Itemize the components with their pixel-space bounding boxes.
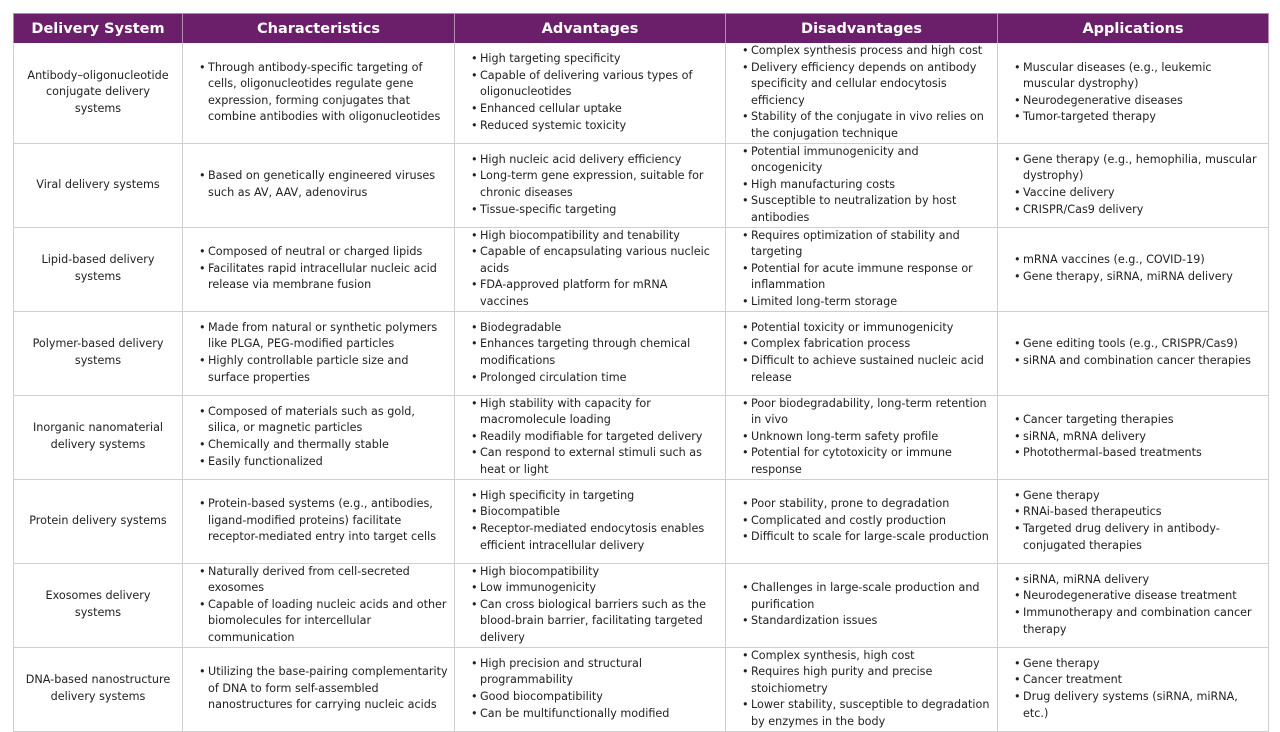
- header-characteristics: Characteristics: [183, 14, 455, 44]
- bullet-item: • High stability with capacity for macromolecule loading: [471, 396, 719, 429]
- disadvantages-cell: [726, 395, 998, 479]
- characteristics-cell: [183, 43, 455, 143]
- bullet-list: [199, 60, 448, 126]
- bullet-list: [1014, 412, 1262, 462]
- bullet-item: • Gene therapy: [1014, 488, 1262, 505]
- bullet-item: • siRNA, miRNA delivery: [1014, 572, 1262, 589]
- bullet-list: [471, 488, 719, 554]
- applications-cell: [998, 43, 1269, 143]
- bullet-item: • Gene therapy, siRNA, miRNA delivery: [1014, 269, 1262, 286]
- bullet-item: • Readily modifiable for targeted delivery: [471, 429, 719, 446]
- characteristics-cell: [183, 479, 455, 563]
- header-row: [14, 14, 1269, 44]
- characteristics-cell: [183, 311, 455, 395]
- bullet-item: • Capable of delivering various types of oligonucleotides: [471, 68, 719, 101]
- delivery-system-cell: Protein delivery systems: [14, 479, 183, 563]
- bullet-item: • Stability of the conjugate in vivo relies on the conjugation technique: [742, 109, 991, 142]
- disadvantages-cell: [726, 311, 998, 395]
- bullet-list: [471, 396, 719, 479]
- applications-cell: [998, 395, 1269, 479]
- bullet-item: • Through antibody-specific targeting of cells, oligonucleotides regulate gene expression, forming conjugates that combine antibodies with oligonucleotides: [199, 60, 448, 126]
- bullet-list: [471, 656, 719, 722]
- delivery-system-cell: Inorganic nanomaterial delivery systems: [14, 395, 183, 479]
- bullet-item: • Easily functionalized: [199, 454, 448, 471]
- applications-cell: [998, 227, 1269, 311]
- bullet-list: [742, 43, 991, 143]
- table-row: [14, 563, 1269, 647]
- bullet-item: • High biocompatibility and tenability: [471, 228, 719, 245]
- bullet-item: • Difficult to achieve sustained nucleic acid release: [742, 353, 991, 386]
- disadvantages-cell: [726, 479, 998, 563]
- bullet-item: • Capable of loading nucleic acids and other biomolecules for intercellular communication: [199, 597, 448, 647]
- bullet-item: • Neurodegenerative disease treatment: [1014, 588, 1262, 605]
- delivery-systems-table: [13, 13, 1269, 732]
- bullet-list: [1014, 488, 1262, 554]
- bullet-item: • Facilitates rapid intracellular nucleic acid release via membrane fusion: [199, 261, 448, 294]
- advantages-cell: [455, 647, 726, 731]
- delivery-system-cell: Polymer-based delivery systems: [14, 311, 183, 395]
- bullet-item: • CRISPR/Cas9 delivery: [1014, 202, 1262, 219]
- bullet-list: [199, 244, 448, 294]
- disadvantages-cell: [726, 647, 998, 731]
- bullet-item: • Good biocompatibility: [471, 689, 719, 706]
- bullet-item: • Challenges in large-scale production and purification: [742, 580, 991, 613]
- bullet-item: • Poor stability, prone to degradation: [742, 496, 991, 513]
- applications-cell: [998, 647, 1269, 731]
- bullet-item: • Neurodegenerative diseases: [1014, 93, 1262, 110]
- bullet-item: • Complex synthesis, high cost: [742, 648, 991, 665]
- advantages-cell: [455, 479, 726, 563]
- applications-cell: [998, 311, 1269, 395]
- bullet-item: • Limited long-term storage: [742, 294, 991, 311]
- advantages-cell: [455, 563, 726, 647]
- bullet-list: [471, 564, 719, 647]
- bullet-item: • Can cross biological barriers such as the blood-brain barrier, facilitating targeted delivery: [471, 597, 719, 647]
- bullet-item: • Composed of neutral or charged lipids: [199, 244, 448, 261]
- bullet-item: • FDA-approved platform for mRNA vaccines: [471, 277, 719, 310]
- bullet-item: • Reduced systemic toxicity: [471, 118, 719, 135]
- bullet-item: • Requires optimization of stability and targeting: [742, 228, 991, 261]
- bullet-item: • Receptor-mediated endocytosis enables efficient intracellular delivery: [471, 521, 719, 554]
- bullet-item: • Targeted drug delivery in antibody-conjugated therapies: [1014, 521, 1262, 554]
- bullet-list: [199, 564, 448, 647]
- delivery-system-cell: Exosomes delivery systems: [14, 563, 183, 647]
- header-disadvantages: Disadvantages: [726, 14, 998, 44]
- header-advantages: Advantages: [455, 14, 726, 44]
- bullet-item: • Low immunogenicity: [471, 580, 719, 597]
- characteristics-cell: [183, 563, 455, 647]
- bullet-item: • Tissue-specific targeting: [471, 202, 719, 219]
- table-row: [14, 43, 1269, 143]
- bullet-item: • Can be multifunctionally modified: [471, 706, 719, 723]
- bullet-item: • High precision and structural programmability: [471, 656, 719, 689]
- bullet-item: • Standardization issues: [742, 613, 991, 630]
- bullet-item: • Potential for acute immune response or inflammation: [742, 261, 991, 294]
- bullet-list: [199, 496, 448, 546]
- bullet-item: • Made from natural or synthetic polymers like PLGA, PEG-modified particles: [199, 320, 448, 353]
- bullet-item: • Potential immunogenicity and oncogenicity: [742, 144, 991, 177]
- bullet-item: • Biocompatible: [471, 504, 719, 521]
- characteristics-cell: [183, 647, 455, 731]
- advantages-cell: [455, 43, 726, 143]
- table-row: [14, 479, 1269, 563]
- bullet-list: [471, 320, 719, 386]
- bullet-item: • Potential for cytotoxicity or immune response: [742, 445, 991, 478]
- bullet-item: • Requires high purity and precise stoichiometry: [742, 664, 991, 697]
- bullet-item: • Cancer treatment: [1014, 672, 1262, 689]
- comparison-table-container: [13, 13, 1268, 732]
- bullet-item: • siRNA, mRNA delivery: [1014, 429, 1262, 446]
- characteristics-cell: [183, 143, 455, 227]
- bullet-list: [1014, 252, 1262, 285]
- bullet-item: • Based on genetically engineered viruses such as AV, AAV, adenovirus: [199, 168, 448, 201]
- bullet-item: • siRNA and combination cancer therapies: [1014, 353, 1262, 370]
- bullet-item: • Poor biodegradability, long-term retention in vivo: [742, 396, 991, 429]
- bullet-item: • High manufacturing costs: [742, 177, 991, 194]
- bullet-list: [471, 152, 719, 218]
- bullet-item: • Susceptible to neutralization by host antibodies: [742, 193, 991, 226]
- bullet-item: • Gene therapy: [1014, 656, 1262, 673]
- characteristics-cell: [183, 395, 455, 479]
- bullet-list: [471, 51, 719, 134]
- bullet-list: [1014, 336, 1262, 369]
- bullet-list: [199, 664, 448, 714]
- bullet-item: • Utilizing the base-pairing complementarity of DNA to form self-assembled nanostructures for carrying nucleic acids: [199, 664, 448, 714]
- delivery-system-cell: Viral delivery systems: [14, 143, 183, 227]
- bullet-list: [1014, 152, 1262, 218]
- bullet-item: • Cancer targeting therapies: [1014, 412, 1262, 429]
- applications-cell: [998, 563, 1269, 647]
- disadvantages-cell: [726, 143, 998, 227]
- bullet-item: • Gene therapy (e.g., hemophilia, muscular dystrophy): [1014, 152, 1262, 185]
- applications-cell: [998, 143, 1269, 227]
- table-row: [14, 227, 1269, 311]
- bullet-list: [742, 648, 991, 731]
- bullet-list: [199, 320, 448, 386]
- bullet-item: • High nucleic acid delivery efficiency: [471, 152, 719, 169]
- bullet-item: • High specificity in targeting: [471, 488, 719, 505]
- bullet-item: • Photothermal-based treatments: [1014, 445, 1262, 462]
- bullet-item: • Complex synthesis process and high cost: [742, 43, 991, 60]
- bullet-list: [742, 496, 991, 546]
- bullet-item: • Complicated and costly production: [742, 513, 991, 530]
- advantages-cell: [455, 143, 726, 227]
- bullet-list: [742, 228, 991, 311]
- bullet-item: • Unknown long-term safety profile: [742, 429, 991, 446]
- bullet-list: [1014, 572, 1262, 638]
- bullet-item: • High biocompatibility: [471, 564, 719, 581]
- bullet-list: [199, 404, 448, 470]
- advantages-cell: [455, 227, 726, 311]
- delivery-system-cell: DNA-based nanostructure delivery systems: [14, 647, 183, 731]
- characteristics-cell: [183, 227, 455, 311]
- bullet-item: • Drug delivery systems (siRNA, miRNA, etc.): [1014, 689, 1262, 722]
- header-delivery-system: Delivery System: [14, 14, 183, 44]
- advantages-cell: [455, 395, 726, 479]
- bullet-item: • Biodegradable: [471, 320, 719, 337]
- bullet-item: • Tumor-targeted therapy: [1014, 109, 1262, 126]
- delivery-system-cell: Lipid-based delivery systems: [14, 227, 183, 311]
- bullet-list: [742, 144, 991, 227]
- bullet-list: [1014, 656, 1262, 722]
- bullet-item: • Vaccine delivery: [1014, 185, 1262, 202]
- bullet-item: • Potential toxicity or immunogenicity: [742, 320, 991, 337]
- bullet-item: • Capable of encapsulating various nucleic acids: [471, 244, 719, 277]
- bullet-item: • Enhanced cellular uptake: [471, 101, 719, 118]
- bullet-item: • Prolonged circulation time: [471, 370, 719, 387]
- applications-cell: [998, 479, 1269, 563]
- bullet-item: • Long-term gene expression, suitable for chronic diseases: [471, 168, 719, 201]
- bullet-item: • Muscular diseases (e.g., leukemic muscular dystrophy): [1014, 60, 1262, 93]
- bullet-item: • Difficult to scale for large-scale production: [742, 529, 991, 546]
- advantages-cell: [455, 311, 726, 395]
- bullet-item: • Highly controllable particle size and surface properties: [199, 353, 448, 386]
- table-row: [14, 395, 1269, 479]
- table-row: [14, 143, 1269, 227]
- bullet-item: • Enhances targeting through chemical modifications: [471, 336, 719, 369]
- bullet-item: • Delivery efficiency depends on antibody specificity and cellular endocytosis efficiency: [742, 60, 991, 110]
- bullet-item: • Composed of materials such as gold, silica, or magnetic particles: [199, 404, 448, 437]
- bullet-list: [742, 580, 991, 630]
- table-body: [14, 43, 1269, 731]
- bullet-item: • RNAi-based therapeutics: [1014, 504, 1262, 521]
- disadvantages-cell: [726, 563, 998, 647]
- bullet-list: [471, 228, 719, 311]
- bullet-item: • Naturally derived from cell-secreted exosomes: [199, 564, 448, 597]
- disadvantages-cell: [726, 227, 998, 311]
- bullet-list: [1014, 60, 1262, 126]
- delivery-system-cell: Antibody–oligonucleotide conjugate delivery systems: [14, 43, 183, 143]
- bullet-list: [742, 396, 991, 479]
- bullet-item: • Gene editing tools (e.g., CRISPR/Cas9): [1014, 336, 1262, 353]
- bullet-list: [199, 168, 448, 201]
- bullet-item: • Chemically and thermally stable: [199, 437, 448, 454]
- bullet-item: • High targeting specificity: [471, 51, 719, 68]
- header-applications: Applications: [998, 14, 1269, 44]
- bullet-item: • Lower stability, susceptible to degradation by enzymes in the body: [742, 697, 991, 730]
- bullet-item: • Complex fabrication process: [742, 336, 991, 353]
- table-row: [14, 647, 1269, 731]
- bullet-item: • Protein-based systems (e.g., antibodies, ligand-modified proteins) facilitate receptor-mediated entry into target cells: [199, 496, 448, 546]
- bullet-item: • mRNA vaccines (e.g., COVID-19): [1014, 252, 1262, 269]
- table-row: [14, 311, 1269, 395]
- bullet-list: [742, 320, 991, 386]
- disadvantages-cell: [726, 43, 998, 143]
- bullet-item: • Immunotherapy and combination cancer therapy: [1014, 605, 1262, 638]
- bullet-item: • Can respond to external stimuli such as heat or light: [471, 445, 719, 478]
